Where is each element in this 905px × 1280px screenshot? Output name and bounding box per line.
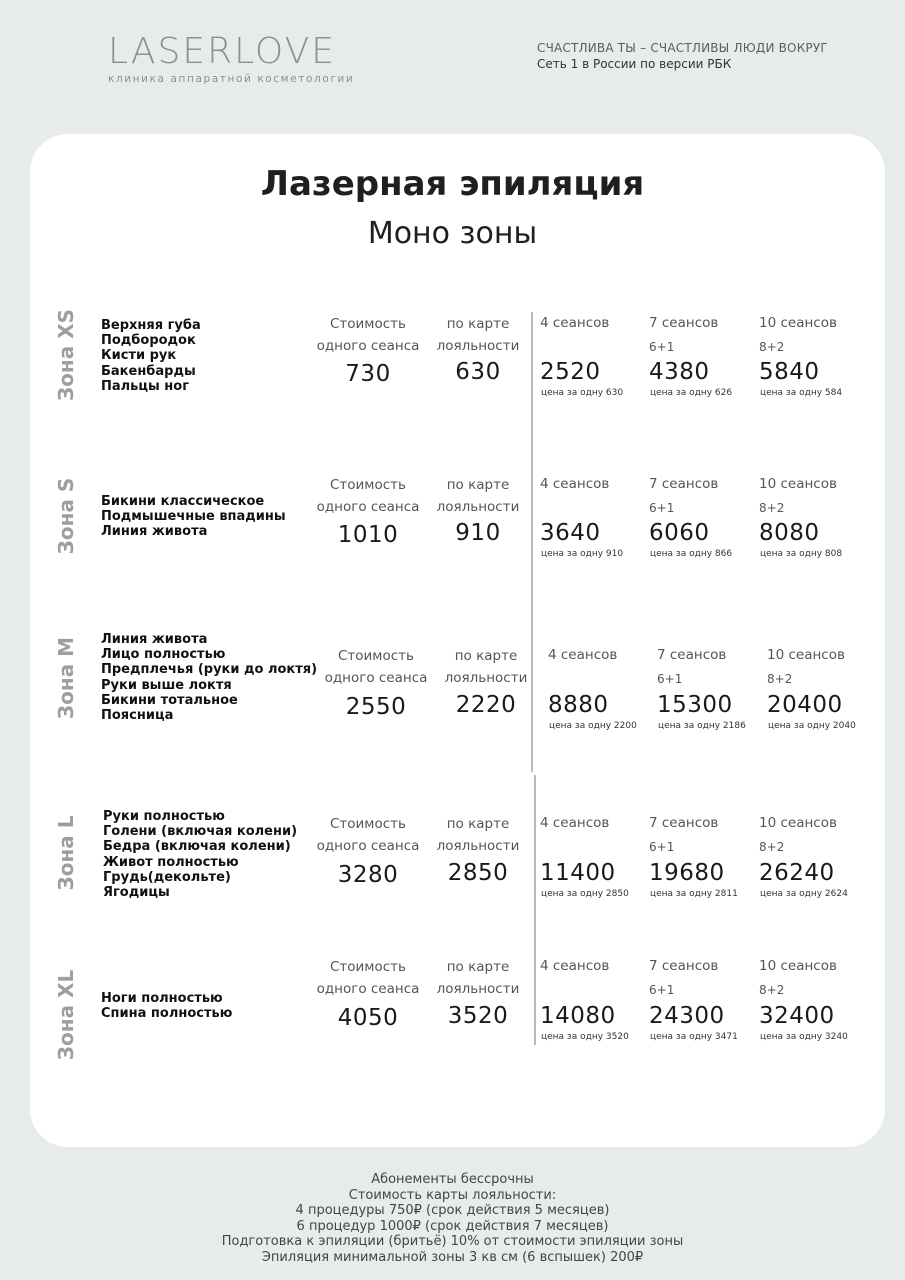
package-sessions: 4 сеансов xyxy=(540,476,610,492)
cost-label-line: Стоимость xyxy=(329,959,406,975)
footer-line: Стоимость карты лояльности: xyxy=(348,1187,557,1203)
package-per-session: цена за одну 2850 xyxy=(541,889,629,899)
area-item: Предплечья (руки до локтя) xyxy=(101,662,318,678)
logo-wordmark: LASERLOVE xyxy=(108,31,336,72)
zone-areas-list xyxy=(101,494,286,540)
cost-label-line: одного сеанса xyxy=(316,981,420,997)
loyalty-label xyxy=(428,813,528,857)
loyalty-price: 630 xyxy=(455,359,501,385)
package-bonus: 6+1 xyxy=(649,501,675,515)
cost-label-line: одного сеанса xyxy=(316,838,420,854)
area-item: Руки полностью xyxy=(103,809,225,824)
loyalty-label xyxy=(436,645,536,689)
package-bonus: 6+1 xyxy=(649,840,675,854)
slogan-line-1: СЧАСТЛИВА ТЫ – СЧАСТЛИВЫ ЛЮДИ ВОКРУГ xyxy=(537,41,828,55)
area-item: Живот полностью xyxy=(103,854,239,870)
single-session-price: 3280 xyxy=(337,862,399,888)
area-item: Подбородок xyxy=(101,333,196,349)
footer-line: 4 процедуры 750₽ (срок действия 5 месяцев) xyxy=(295,1203,610,1218)
area-item: Бедра (включая колени) xyxy=(103,839,291,855)
package-bonus: 6+1 xyxy=(657,672,683,686)
footer-line: Подготовка к эпиляции (бритьё) 10% от стоимости эпиляции зоны xyxy=(221,1234,684,1249)
cost-label-line: Стоимость xyxy=(329,477,406,493)
area-item: Линия живота xyxy=(101,632,208,647)
area-item: Спина полностью xyxy=(101,1006,233,1022)
package-total: 19680 xyxy=(649,860,725,886)
footer-line: Абонементы бессрочны xyxy=(371,1172,534,1187)
package-per-session: цена за одну 3520 xyxy=(541,1032,629,1042)
footer-notes xyxy=(0,1172,905,1265)
package-total: 24300 xyxy=(649,1003,725,1029)
area-item: Пальцы ног xyxy=(101,378,190,394)
loyalty-label-line: по карте xyxy=(446,959,510,975)
package-per-session: цена за одну 2811 xyxy=(650,889,738,899)
zone-areas-list xyxy=(101,632,317,723)
loyalty-label xyxy=(428,313,528,357)
package-per-session: цена за одну 2186 xyxy=(658,721,746,731)
package-total: 2520 xyxy=(540,359,601,385)
zone-label: Зона M xyxy=(54,636,78,720)
package-total: 4380 xyxy=(649,359,710,385)
package-sessions: 4 сеансов xyxy=(540,815,610,831)
package-total: 26240 xyxy=(759,860,835,886)
package-per-session: цена за одну 626 xyxy=(650,388,733,398)
loyalty-price: 2850 xyxy=(447,860,509,886)
package-sessions: 4 сеансов xyxy=(540,315,610,331)
package-sessions: 10 сеансов xyxy=(759,958,837,974)
zone-label: Зона L xyxy=(54,815,78,891)
cost-label-line: одного сеанса xyxy=(316,499,420,515)
logo-tagline: клиника аппаратной косметологии xyxy=(108,73,355,85)
single-session-price: 1010 xyxy=(337,522,399,548)
package-bonus: 8+2 xyxy=(759,340,785,354)
package-total: 14080 xyxy=(540,1003,616,1029)
zone-label: Зона XS xyxy=(54,308,78,402)
package-per-session: цена за одну 2040 xyxy=(768,721,856,731)
loyalty-label-line: лояльности xyxy=(436,838,520,854)
area-item: Верхняя губа xyxy=(101,318,201,333)
loyalty-label-line: лояльности xyxy=(436,981,520,997)
package-sessions: 7 сеансов xyxy=(657,647,727,663)
package-sessions: 10 сеансов xyxy=(759,815,837,831)
loyalty-price: 910 xyxy=(455,520,501,546)
area-item: Руки выше локтя xyxy=(101,677,232,693)
area-item: Бакенбарды xyxy=(101,363,196,379)
cost-label-line: Стоимость xyxy=(329,316,406,332)
single-session-price: 730 xyxy=(345,361,391,387)
package-sessions: 4 сеансов xyxy=(540,958,610,974)
cost-label xyxy=(308,956,428,1000)
package-total: 15300 xyxy=(657,692,733,718)
area-item: Линия живота xyxy=(101,524,208,540)
package-bonus: 8+2 xyxy=(759,983,785,997)
package-total: 8880 xyxy=(548,692,609,718)
package-sessions: 7 сеансов xyxy=(649,315,719,331)
area-item: Подмышечные впадины xyxy=(101,509,286,525)
package-per-session: цена за одну 2200 xyxy=(549,721,637,731)
loyalty-label-line: по карте xyxy=(446,816,510,832)
slogan xyxy=(537,41,877,71)
package-sessions: 7 сеансов xyxy=(649,815,719,831)
loyalty-label xyxy=(428,474,528,518)
package-total: 5840 xyxy=(759,359,820,385)
cost-label xyxy=(308,313,428,357)
area-item: Ноги полностью xyxy=(101,991,223,1006)
package-per-session: цена за одну 2624 xyxy=(760,889,848,899)
cost-label-line: одного сеанса xyxy=(316,338,420,354)
package-total: 32400 xyxy=(759,1003,835,1029)
single-session-price: 4050 xyxy=(337,1005,399,1031)
loyalty-label xyxy=(428,956,528,1000)
area-item: Кисти рук xyxy=(101,348,177,364)
loyalty-label-line: лояльности xyxy=(436,499,520,515)
package-per-session: цена за одну 3240 xyxy=(760,1032,848,1042)
package-per-session: цена за одну 910 xyxy=(541,549,624,559)
area-item: Голени (включая колени) xyxy=(103,824,298,840)
page-title: Лазерная эпиляция xyxy=(260,164,645,204)
package-per-session: цена за одну 630 xyxy=(541,388,624,398)
package-bonus: 8+2 xyxy=(759,840,785,854)
area-item: Ягодицы xyxy=(103,885,170,901)
loyalty-label-line: лояльности xyxy=(436,338,520,354)
package-sessions: 7 сеансов xyxy=(649,958,719,974)
package-sessions: 7 сеансов xyxy=(649,476,719,492)
loyalty-label-line: по карте xyxy=(446,477,510,493)
loyalty-label-line: лояльности xyxy=(444,670,528,686)
loyalty-label-line: по карте xyxy=(446,316,510,332)
area-item: Бикини тотальное xyxy=(101,692,238,708)
loyalty-label-line: по карте xyxy=(454,648,518,664)
cost-label-line: Стоимость xyxy=(329,816,406,832)
cost-label-line: Стоимость xyxy=(337,648,414,664)
single-session-price: 2550 xyxy=(345,694,407,720)
package-total: 6060 xyxy=(649,520,710,546)
zone-label: Зона S xyxy=(54,477,78,555)
cost-label-line: одного сеанса xyxy=(324,670,428,686)
package-sessions: 10 сеансов xyxy=(767,647,845,663)
package-total: 8080 xyxy=(759,520,820,546)
zone-label: Зона XL xyxy=(54,969,78,1061)
package-bonus: 8+2 xyxy=(759,501,785,515)
package-sessions: 10 сеансов xyxy=(759,315,837,331)
package-total: 3640 xyxy=(540,520,601,546)
area-item: Лицо полностью xyxy=(101,647,226,663)
package-per-session: цена за одну 584 xyxy=(760,388,843,398)
package-bonus: 6+1 xyxy=(649,983,675,997)
area-item: Грудь(декольте) xyxy=(103,869,231,885)
package-bonus: 8+2 xyxy=(767,672,793,686)
package-per-session: цена за одну 866 xyxy=(650,549,733,559)
zone-areas-list xyxy=(103,809,297,900)
package-total: 11400 xyxy=(540,860,616,886)
cost-label xyxy=(308,813,428,857)
package-per-session: цена за одну 808 xyxy=(760,549,843,559)
package-sessions: 10 сеансов xyxy=(759,476,837,492)
column-divider xyxy=(534,775,536,1045)
package-total: 20400 xyxy=(767,692,843,718)
package-bonus: 6+1 xyxy=(649,340,675,354)
cost-label xyxy=(316,645,436,689)
zone-areas-list xyxy=(101,318,201,394)
brand-logo xyxy=(108,32,408,85)
cost-label xyxy=(308,474,428,518)
loyalty-price: 2220 xyxy=(455,692,517,718)
footer-line: 6 процедур 1000₽ (срок действия 7 месяцев) xyxy=(296,1218,609,1234)
footer-line: Эпиляция минимальной зоны 3 кв см (6 вспышек) 200₽ xyxy=(261,1249,644,1265)
package-sessions: 4 сеансов xyxy=(548,647,618,663)
package-per-session: цена за одну 3471 xyxy=(650,1032,738,1042)
zone-areas-list xyxy=(101,991,232,1021)
slogan-line-2: Сеть 1 в России по версии РБК xyxy=(537,57,732,71)
loyalty-price: 3520 xyxy=(447,1003,509,1029)
area-item: Поясница xyxy=(101,708,174,724)
area-item: Бикини классическое xyxy=(101,494,265,509)
page-subtitle: Моно зоны xyxy=(367,216,538,251)
